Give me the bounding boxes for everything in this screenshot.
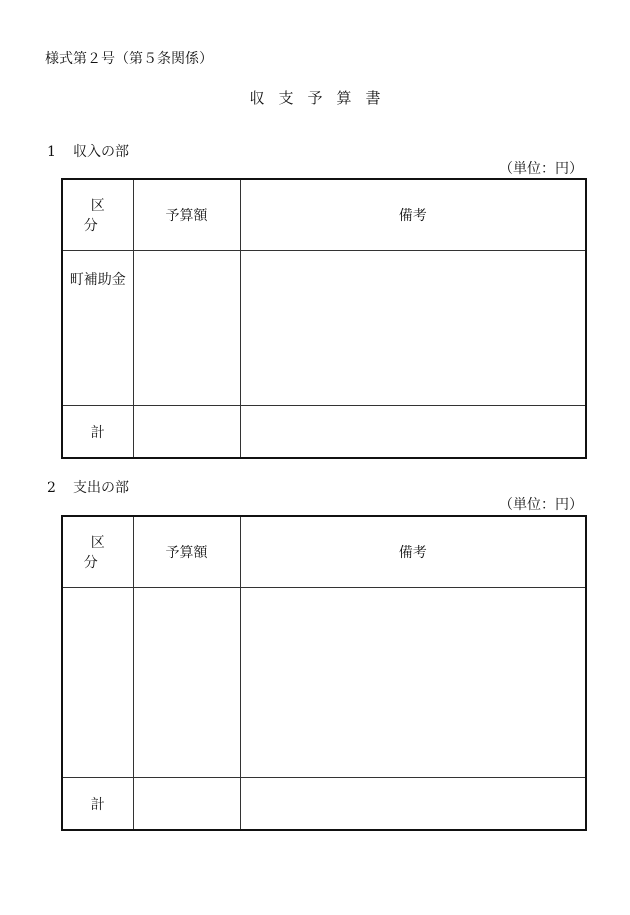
income-total-row: [62, 406, 586, 459]
income-section-number: 1: [47, 144, 56, 160]
income-total-remarks[interactable]: [240, 406, 586, 459]
income-item-category[interactable]: 町補助金: [62, 251, 133, 406]
income-header-remarks: 備考: [240, 179, 586, 251]
expense-item-budget-amount[interactable]: [133, 588, 240, 778]
expense-item-remarks[interactable]: [240, 588, 586, 778]
expense-total-row: [62, 778, 586, 831]
income-section-heading: [47, 143, 129, 161]
income-table: [61, 178, 587, 459]
expense-total-budget-amount[interactable]: [133, 778, 240, 831]
form-number: 様式第２号（第５条関係）: [45, 51, 213, 67]
expense-header-remarks: 備考: [240, 516, 586, 588]
expense-header-category: [62, 516, 133, 588]
document-title: 収支予算書: [249, 89, 395, 107]
income-total-budget-amount[interactable]: [133, 406, 240, 459]
expense-header-row: [62, 516, 586, 588]
expense-section-title: 支出の部: [73, 480, 129, 496]
table-row: [62, 251, 586, 406]
expense-item-category[interactable]: [62, 588, 133, 778]
expense-total-remarks[interactable]: [240, 778, 586, 831]
expense-header-budget-amount: 予算額: [133, 516, 240, 588]
income-header-budget-amount: 予算額: [133, 179, 240, 251]
income-item-budget-amount[interactable]: [133, 251, 240, 406]
income-item-remarks[interactable]: [240, 251, 586, 406]
expense-section-number: 2: [47, 480, 56, 496]
table-row: [62, 588, 586, 778]
expense-section-heading: [47, 479, 129, 497]
income-header-category-text: 区分: [83, 198, 119, 234]
income-header-category: [62, 179, 133, 251]
income-unit-label: （単位：円）: [499, 161, 583, 177]
income-header-row: [62, 179, 586, 251]
expense-header-category-text: 区分: [83, 535, 119, 571]
expense-total-label: 計: [62, 778, 133, 831]
income-total-label: 計: [62, 406, 133, 459]
income-section-title: 収入の部: [73, 144, 129, 160]
expense-table: [61, 515, 587, 831]
expense-unit-label: （単位：円）: [499, 497, 583, 513]
